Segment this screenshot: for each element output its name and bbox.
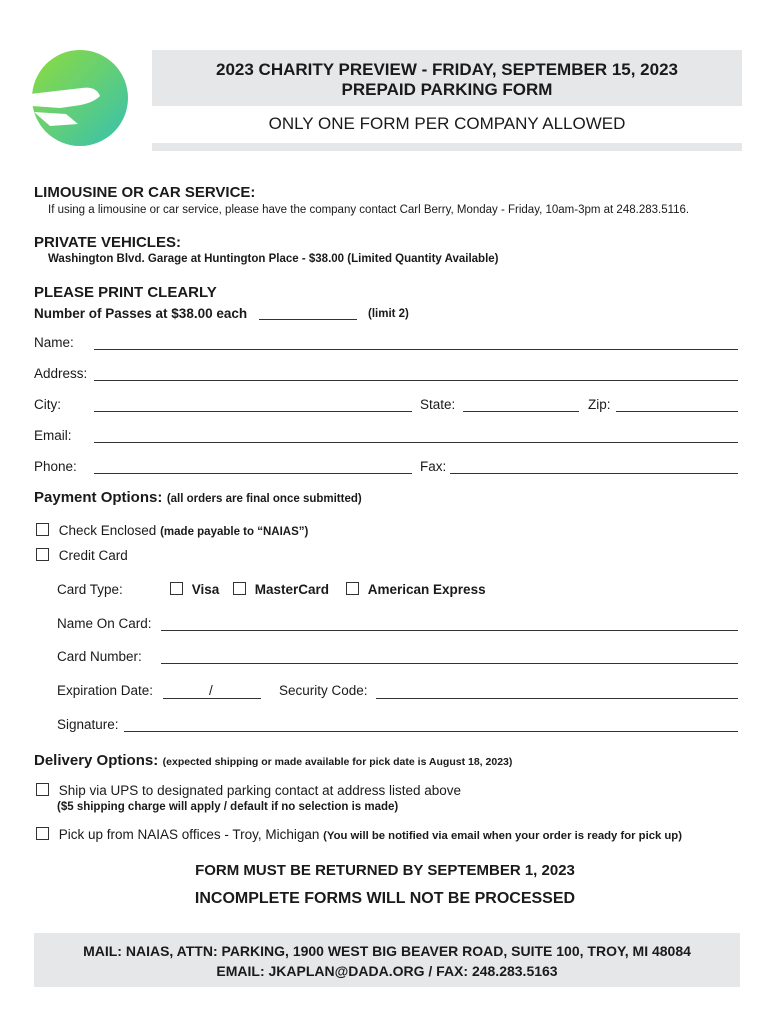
title-box xyxy=(152,50,742,106)
city-label: City: xyxy=(34,397,61,412)
security-code-label: Security Code: xyxy=(279,683,368,698)
address-field[interactable] xyxy=(94,380,738,381)
payment-heading: Payment Options: xyxy=(34,489,163,506)
name-label: Name: xyxy=(34,335,74,350)
name-field[interactable] xyxy=(94,349,738,350)
visa-label: Visa xyxy=(191,582,220,597)
signature-field[interactable] xyxy=(124,731,738,732)
card-type-label: Card Type: xyxy=(57,582,123,597)
name-on-card-label: Name On Card: xyxy=(57,616,152,631)
expiration-field[interactable] xyxy=(163,698,261,699)
state-field[interactable] xyxy=(463,411,579,412)
phone-label: Phone: xyxy=(34,459,77,474)
security-code-field[interactable] xyxy=(376,698,738,699)
credit-option[interactable] xyxy=(36,548,128,563)
email-label: Email: xyxy=(34,428,72,443)
form-subtitle-title: PREPAID PARKING FORM xyxy=(341,80,553,99)
pickup-checkbox[interactable] xyxy=(36,827,49,840)
passes-label: Number of Passes at $38.00 each xyxy=(34,306,248,321)
state-label: State: xyxy=(420,397,456,412)
one-form-notice: ONLY ONE FORM PER COMPANY ALLOWED xyxy=(268,114,626,133)
ups-label: Ship via UPS to designated parking contact at address listed above xyxy=(58,783,462,798)
zip-label: Zip: xyxy=(588,397,611,412)
signature-label: Signature: xyxy=(57,717,119,732)
ups-checkbox[interactable] xyxy=(36,783,49,796)
mastercard-option[interactable] xyxy=(233,582,329,597)
check-label: Check Enclosed xyxy=(58,523,157,538)
limo-text: If using a limousine or car service, please have the company contact Carl Berry, Monday - Friday, 10am-3pm at 248.283.5116. xyxy=(48,204,690,216)
naias-logo xyxy=(30,48,128,148)
return-by-notice: FORM MUST BE RETURNED BY SEPTEMBER 1, 2023 xyxy=(195,862,575,879)
amex-label: American Express xyxy=(367,582,486,597)
pickup-note: (You will be notified via email when your order is ready for pick up) xyxy=(323,830,682,842)
card-number-label: Card Number: xyxy=(57,649,142,664)
check-note: (made payable to “NAIAS”) xyxy=(160,526,309,538)
ups-option[interactable] xyxy=(36,783,461,798)
form-title: 2023 CHARITY PREVIEW - FRIDAY, SEPTEMBER 15, 2023 xyxy=(216,60,678,79)
print-heading: PLEASE PRINT CLEARLY xyxy=(34,284,217,301)
mailing-info-box xyxy=(34,933,740,987)
payment-heading-row xyxy=(34,489,362,507)
pickup-label: Pick up from NAIAS offices - Troy, Michigan xyxy=(58,827,320,842)
pickup-option[interactable] xyxy=(36,827,682,842)
ups-note: ($5 shipping charge will apply / default if no selection is made) xyxy=(57,801,399,813)
amex-option[interactable] xyxy=(346,582,486,597)
delivery-note: (expected shipping or made available for pick date is August 18, 2023) xyxy=(162,756,513,768)
email-fax: EMAIL: JKAPLAN@DADA.ORG / FAX: 248.283.5163 xyxy=(216,963,558,979)
city-field[interactable] xyxy=(94,411,412,412)
mastercard-label: MasterCard xyxy=(254,582,330,597)
passes-field[interactable] xyxy=(259,319,357,320)
delivery-heading: Delivery Options: xyxy=(34,752,159,769)
fax-field[interactable] xyxy=(450,473,738,474)
address-label: Address: xyxy=(34,366,88,381)
card-number-field[interactable] xyxy=(161,663,738,664)
header-divider xyxy=(152,143,742,151)
expiration-label: Expiration Date: xyxy=(57,683,154,698)
credit-checkbox[interactable] xyxy=(36,548,49,561)
delivery-heading-row xyxy=(34,752,512,770)
credit-label: Credit Card xyxy=(58,548,128,563)
expiration-slash: / xyxy=(209,683,213,698)
private-text: Washington Blvd. Garage at Huntington Place - $38.00 (Limited Quantity Available) xyxy=(48,253,499,265)
visa-option[interactable] xyxy=(170,582,219,597)
incomplete-notice: INCOMPLETE FORMS WILL NOT BE PROCESSED xyxy=(194,890,576,907)
mail-address: MAIL: NAIAS, ATTN: PARKING, 1900 WEST BIG BEAVER ROAD, SUITE 100, TROY, MI 48084 xyxy=(83,943,691,959)
payment-note: (all orders are final once submitted) xyxy=(166,493,362,505)
fax-label: Fax: xyxy=(420,459,447,474)
amex-checkbox[interactable] xyxy=(346,582,359,595)
phone-field[interactable] xyxy=(94,473,412,474)
mastercard-checkbox[interactable] xyxy=(233,582,246,595)
check-checkbox[interactable] xyxy=(36,523,49,536)
private-heading: PRIVATE VEHICLES: xyxy=(34,234,181,251)
visa-checkbox[interactable] xyxy=(170,582,183,595)
limo-heading: LIMOUSINE OR CAR SERVICE: xyxy=(34,184,256,201)
passes-limit: (limit 2) xyxy=(368,308,409,320)
zip-field[interactable] xyxy=(616,411,738,412)
check-option[interactable] xyxy=(36,523,308,538)
email-field[interactable] xyxy=(94,442,738,443)
name-on-card-field[interactable] xyxy=(161,630,738,631)
